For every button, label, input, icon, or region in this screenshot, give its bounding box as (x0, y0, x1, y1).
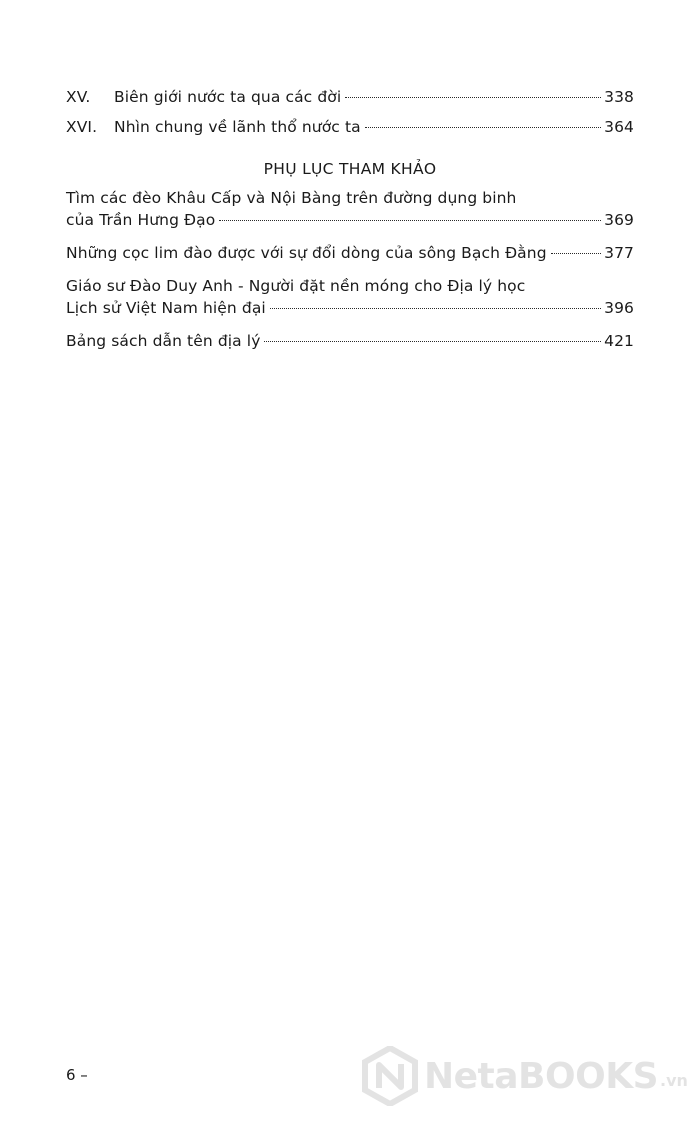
dot-leader (551, 253, 601, 254)
watermark (362, 1046, 688, 1106)
chapter-number: XV. (66, 88, 91, 106)
toc-appendix-entry[interactable] (66, 275, 634, 319)
dot-leader (365, 127, 601, 128)
page-ref: 421 (604, 332, 634, 350)
watermark-text: NetaBOOKS (424, 1055, 659, 1097)
page-ref: 364 (604, 118, 634, 136)
chapter-title: Biên giới nước ta qua các đời (114, 88, 342, 106)
dot-leader (270, 308, 601, 309)
chapter-title: Nhìn chung về lãnh thổ nước ta (114, 118, 361, 136)
dot-leader (345, 97, 601, 98)
dot-leader (264, 341, 601, 342)
dot-leader (219, 220, 601, 221)
page-ref: 377 (604, 244, 634, 262)
page-number: 6 – (66, 1066, 88, 1084)
page-ref: 396 (604, 299, 634, 317)
appendix-heading: PHỤ LỤC THAM KHẢO (263, 160, 437, 178)
entry-title-line1: Tìm các đèo Khâu Cấp và Nội Bàng trên đường dụng binh (66, 189, 517, 207)
page-ref: 338 (604, 88, 634, 106)
entry-title-line2: của Trần Hưng Đạo (66, 211, 216, 229)
entry-title-line2: Lịch sử Việt Nam hiện đại (66, 299, 266, 317)
page-ref: 369 (604, 211, 634, 229)
entry-title: Những cọc lim đào được với sự đổi dòng của sông Bạch Đằng (66, 244, 547, 262)
toc-appendix-entry[interactable] (66, 330, 634, 352)
entry-title-line1: Giáo sư Đào Duy Anh - Người đặt nền móng cho Địa lý học (66, 277, 526, 295)
chapter-number: XVI. (66, 118, 98, 136)
toc-appendix-entry[interactable] (66, 242, 634, 264)
entry-title: Bảng sách dẫn tên địa lý (66, 332, 261, 350)
toc-appendix-entry[interactable] (66, 187, 634, 231)
toc-chapter-row[interactable] (66, 116, 634, 146)
netabooks-logo-icon (362, 1046, 418, 1106)
watermark-suffix: .vn (660, 1071, 688, 1090)
toc-chapter-row[interactable] (66, 86, 634, 116)
table-of-contents (66, 86, 634, 363)
